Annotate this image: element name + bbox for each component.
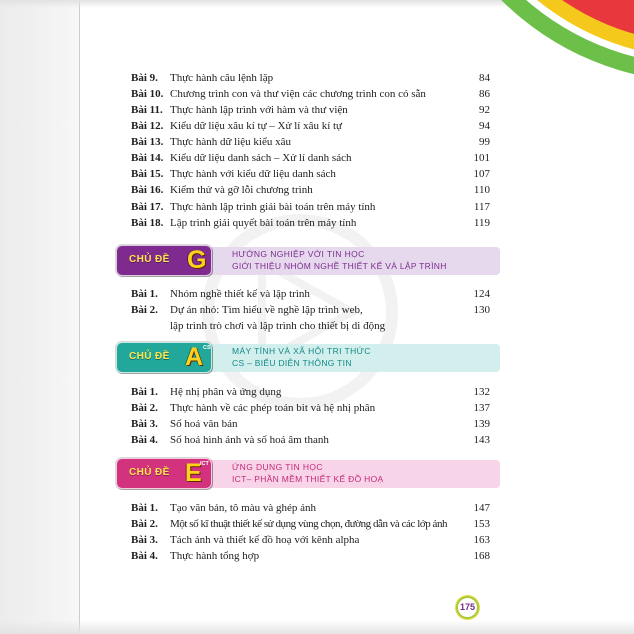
topic-title: MÁY TÍNH VÀ XÃ HỘI TRI THỨC [232, 346, 371, 356]
lesson-page: 99 [479, 136, 490, 148]
lesson-page: 86 [479, 88, 490, 100]
lesson-label: Bài 13. [131, 136, 164, 148]
toc-row [131, 135, 490, 149]
toc-row [131, 119, 490, 133]
lesson-page: 163 [473, 534, 490, 546]
lesson-page: 139 [473, 418, 490, 430]
lesson-title: Thực hành với kiểu dữ liệu danh sách [170, 168, 336, 180]
lesson-title: Thực hành lập trình giải bài toán trên máy tính [170, 201, 376, 213]
toc-row-continuation [131, 319, 490, 333]
lesson-label: Bài 9. [131, 72, 158, 84]
topic-subtitle: GIỚI THIỆU NHÓM NGHỀ THIẾT KẾ VÀ LẬP TRÌNH [232, 261, 447, 271]
lesson-label: Bài 10. [131, 88, 164, 100]
lesson-label: Bài 17. [131, 201, 164, 213]
lesson-label: Bài 12. [131, 120, 164, 132]
lesson-label: Bài 3. [131, 418, 158, 430]
lesson-page: 137 [473, 402, 490, 414]
topic-superscript: CS [203, 345, 211, 351]
topic-superscript: ICT [200, 461, 209, 467]
lesson-page: 153 [473, 518, 490, 530]
toc-row [131, 167, 490, 181]
toc-row [131, 200, 490, 214]
toc-row [131, 401, 490, 415]
toc-row [131, 303, 490, 317]
lesson-label: Bài 1. [131, 502, 158, 514]
toc-row [131, 216, 490, 230]
topic-badge-label: CHỦ ĐỀ [129, 254, 170, 265]
lesson-title: Kiểu dữ liệu xâu kí tự – Xử lí xâu kí tự [170, 120, 343, 132]
topic-title: HƯỚNG NGHIỆP VỚI TIN HỌC [232, 249, 365, 259]
lesson-title: Thực hành câu lệnh lặp [170, 72, 274, 84]
topic-title: ỨNG DỤNG TIN HỌC [232, 462, 323, 472]
lesson-title: Chương trình con và thư viện các chương trình con có sẵn [170, 88, 426, 100]
lesson-page: 101 [473, 152, 490, 164]
toc-row [131, 549, 490, 563]
lesson-title: Dự án nhỏ: Tìm hiểu về nghề lập trình web, [170, 304, 363, 316]
topic-banner-g [116, 245, 502, 277]
lesson-label: Bài 18. [131, 217, 164, 229]
lesson-label: Bài 15. [131, 168, 164, 180]
lesson-title: Hệ nhị phân và ứng dụng [170, 386, 282, 398]
lesson-title: Lập trình giải quyết bài toán trên máy tính [170, 217, 357, 229]
lesson-title: Thực hành lập trình với hàm và thư viện [170, 104, 348, 116]
lesson-title-continuation: lập trình trò chơi và lập trình cho thiết bị di động [170, 320, 386, 332]
lesson-page: 110 [473, 184, 490, 196]
topic-subtitle: ICT– PHẦN MỀM THIẾT KẾ ĐỒ HOẠ [232, 474, 384, 484]
lesson-page: 124 [473, 288, 490, 300]
toc-row [131, 501, 490, 515]
page-number-badge: 175 [456, 596, 479, 619]
lesson-title: Tách ảnh và thiết kế đồ hoạ với kênh alpha [170, 534, 360, 546]
toc-row [131, 533, 490, 547]
lesson-label: Bài 1. [131, 386, 158, 398]
lesson-label: Bài 1. [131, 288, 158, 300]
toc-row [131, 517, 490, 531]
toc-row [131, 71, 490, 85]
topic-badge-label: CHỦ ĐỀ [129, 351, 170, 362]
lesson-page: 92 [479, 104, 490, 116]
lesson-page: 130 [473, 304, 490, 316]
lesson-title: Nhóm nghề thiết kế và lập trình [170, 288, 310, 300]
topic-badge-label: CHỦ ĐỀ [129, 467, 170, 478]
toc-row [131, 103, 490, 117]
lesson-page: 143 [473, 434, 490, 446]
lesson-title: Thực hành tổng hợp [170, 550, 260, 562]
topic-banner-e [116, 458, 502, 490]
toc-row [131, 87, 490, 101]
topic-banner-a [116, 342, 502, 374]
lesson-title: Thực hành dữ liệu kiểu xâu [170, 136, 291, 148]
topic-badge [116, 245, 212, 276]
lesson-page: 117 [473, 201, 490, 213]
lesson-page: 147 [473, 502, 490, 514]
toc-row [131, 385, 490, 399]
lesson-label: Bài 14. [131, 152, 164, 164]
lesson-label: Bài 11. [131, 104, 163, 116]
lesson-title: Một số kĩ thuật thiết kế sử dụng vùng chọn, đường dẫn và các lớp ảnh [170, 518, 448, 530]
lesson-page: 132 [473, 386, 490, 398]
toc-row [131, 433, 490, 447]
topic-badge [116, 458, 212, 489]
lesson-page: 84 [479, 72, 490, 84]
lesson-label: Bài 2. [131, 402, 158, 414]
toc-row [131, 417, 490, 431]
lesson-page: 168 [473, 550, 490, 562]
lesson-title: Kiểm thử và gỡ lỗi chương trình [170, 184, 313, 196]
lesson-label: Bài 16. [131, 184, 164, 196]
toc-row [131, 287, 490, 301]
toc-row [131, 151, 490, 165]
lesson-page: 107 [473, 168, 490, 180]
toc-row [131, 183, 490, 197]
lesson-title: Số hoá hình ảnh và số hoá âm thanh [170, 434, 329, 446]
lesson-label: Bài 2. [131, 304, 158, 316]
topic-letter: G [187, 246, 207, 274]
lesson-label: Bài 4. [131, 434, 158, 446]
lesson-label: Bài 2. [131, 518, 158, 530]
lesson-label: Bài 4. [131, 550, 158, 562]
topic-letter: A [185, 343, 204, 371]
topic-badge [116, 342, 212, 373]
lesson-label: Bài 3. [131, 534, 158, 546]
lesson-page: 119 [473, 217, 490, 229]
topic-letter: E [185, 459, 202, 487]
topic-subtitle: CS – BIỂU DIỄN THÔNG TIN [232, 358, 352, 368]
lesson-title: Tạo văn bản, tô màu và ghép ảnh [170, 502, 317, 514]
lesson-page: 94 [479, 120, 490, 132]
lesson-title: Số hoá văn bản [170, 418, 238, 430]
lesson-title: Kiểu dữ liệu danh sách – Xử lí danh sách [170, 152, 352, 164]
lesson-title: Thực hành về các phép toán bit và hệ nhị phân [170, 402, 376, 414]
